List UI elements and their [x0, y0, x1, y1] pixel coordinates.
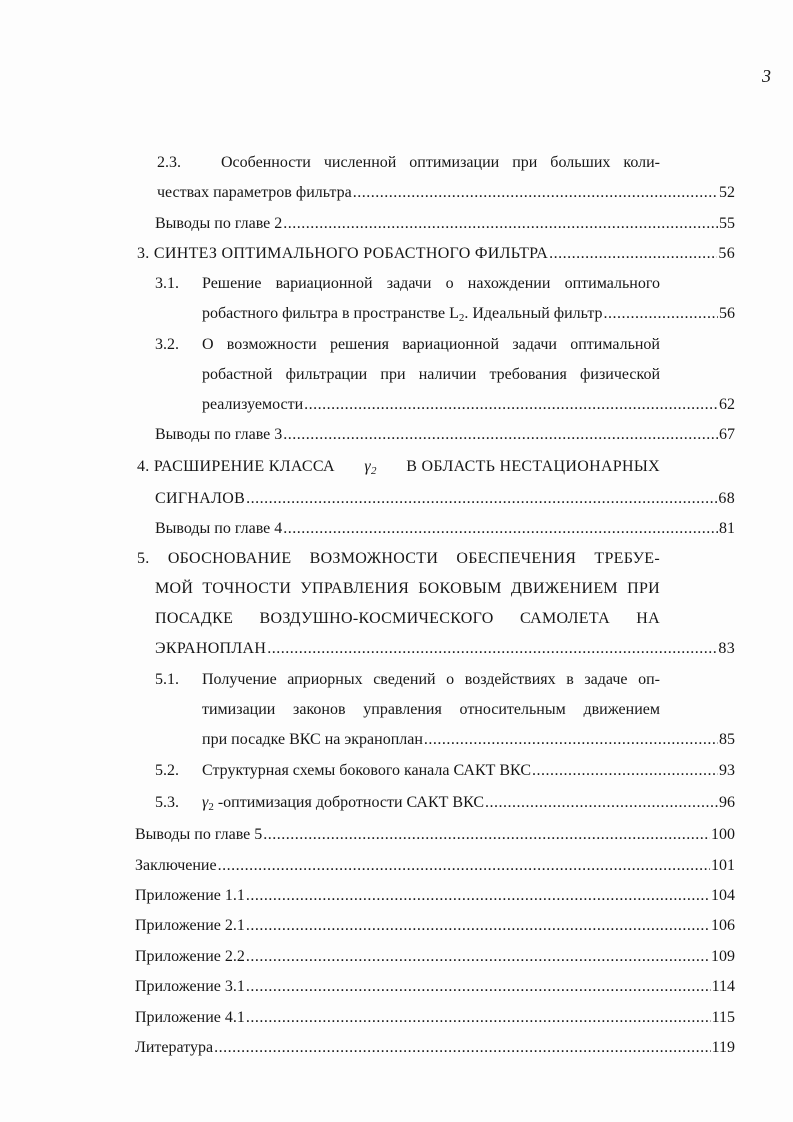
- subscript: 2: [458, 312, 465, 324]
- toc-page: 114: [711, 978, 735, 995]
- toc-page: 104: [711, 887, 735, 904]
- toc-entry-chapter-5-line2: [155, 578, 660, 600]
- toc-number: 2.3.: [157, 154, 181, 171]
- toc-entry-appendix-4-1: [135, 1007, 735, 1029]
- toc-entry-conclusions-4: [155, 518, 735, 540]
- toc-title: Особенности численной оптимизации при больших коли-: [221, 154, 660, 171]
- toc-title: Выводы по главе 3: [155, 426, 283, 443]
- toc-leader: [283, 424, 718, 446]
- symbol: γ: [202, 794, 209, 811]
- toc-page: 56: [719, 305, 735, 322]
- toc-title: Приложение 2.1: [135, 917, 245, 934]
- toc-page: 96: [719, 794, 735, 811]
- toc-page: 81: [719, 520, 735, 537]
- toc-title: робастной фильтрации при наличии требования физической: [202, 366, 660, 383]
- toc-entry-2-3-line2: [157, 182, 735, 204]
- toc-entry-appendix-2-2: [135, 946, 735, 968]
- toc-page: 109: [711, 948, 735, 965]
- toc-number: 5.3.: [155, 794, 179, 811]
- toc-entry-chapter-4-line1: [137, 456, 660, 478]
- toc-entry-chapter-3: [137, 243, 735, 265]
- toc-leader: [246, 976, 711, 998]
- toc-leader: [604, 303, 718, 325]
- toc-leader: [283, 213, 718, 235]
- toc-page: 85: [719, 731, 735, 748]
- toc-page: 55: [719, 215, 735, 232]
- subscript: 2: [370, 465, 377, 477]
- toc-title: Приложение 3.1: [135, 978, 245, 995]
- toc-entry-5-2: [155, 760, 735, 782]
- toc-page: 62: [719, 396, 735, 413]
- toc-title: ЭКРАНОПЛАН: [155, 640, 267, 657]
- toc-page: 67: [719, 426, 735, 443]
- toc-leader: [267, 638, 717, 660]
- toc-entry-chapter-5-line3: [155, 608, 660, 630]
- toc-title-part: 4. РАСШИРЕНИЕ КЛАССА: [137, 458, 335, 475]
- toc-title: Заключение: [135, 857, 217, 874]
- toc-title: при посадке ВКС на экраноплан: [202, 731, 423, 748]
- toc-title: СИГНАЛОВ: [155, 490, 246, 507]
- symbol: γ: [364, 458, 371, 475]
- toc-leader: [283, 518, 718, 540]
- toc-page: 56: [718, 245, 735, 262]
- toc-title-part: -оптимизация добротности САКТ ВКС: [217, 794, 485, 811]
- toc-title: Выводы по главе 2: [155, 215, 283, 232]
- toc-leader: [246, 946, 710, 968]
- toc-title: Структурная схемы бокового канала САКТ ВКС: [202, 762, 531, 779]
- toc-title: [202, 303, 603, 325]
- toc-title: О возможности решения вариационной задачи оптимальной: [202, 336, 660, 353]
- toc-leader: [263, 824, 710, 846]
- page-number: 3: [762, 66, 771, 86]
- subscript: 2: [208, 801, 214, 813]
- toc-page: 68: [718, 490, 735, 507]
- toc-entry-chapter-5-line4: [155, 638, 735, 660]
- toc-entry-appendix-1-1: [135, 885, 735, 907]
- toc-title: МОЙ ТОЧНОСТИ УПРАВЛЕНИЯ БОКОВЫМ ДВИЖЕНИЕМ ПРИ: [155, 580, 660, 597]
- toc-entry-2-3-line1: [157, 152, 660, 174]
- toc-title: реализуемости: [202, 396, 304, 413]
- toc-title: Приложение 1.1: [135, 887, 245, 904]
- toc-entry-3-2-line1: [155, 334, 660, 356]
- toc-title: [202, 792, 484, 814]
- toc-entry-conclusion: [135, 855, 735, 877]
- toc-title: Получение априорных сведений о воздействиях в задаче оп-: [202, 671, 660, 688]
- toc-page: 101: [711, 857, 735, 874]
- toc-page: 119: [711, 1039, 735, 1056]
- toc-entry-literature: [135, 1037, 735, 1059]
- toc-entry-appendix-2-1: [135, 915, 735, 937]
- toc-leader: [549, 243, 717, 265]
- toc-page: 100: [711, 826, 735, 843]
- toc-entry-3-2-line3: [202, 394, 735, 416]
- toc-entry-3-1-line2: [202, 303, 735, 325]
- toc-page: 83: [718, 640, 735, 657]
- toc-page: 106: [711, 917, 735, 934]
- toc-number: 5.1.: [155, 671, 179, 688]
- toc-page: 115: [711, 1009, 735, 1026]
- toc-title: Приложение 4.1: [135, 1009, 245, 1026]
- toc-entry-conclusions-2: [155, 213, 735, 235]
- toc-page: 93: [719, 762, 735, 779]
- toc-number: 5.2.: [155, 762, 179, 779]
- toc-entry-5-1-line2: [202, 699, 660, 721]
- toc-entry-chapter-5-line1: [137, 548, 660, 570]
- toc-entry-5-1-line3: [202, 729, 735, 751]
- toc-leader: [246, 1007, 711, 1029]
- toc-title-part: робастного фильтра в пространстве L: [202, 305, 459, 322]
- toc-entry-3-1-line1: [155, 273, 660, 295]
- toc-title: Выводы по главе 5: [135, 826, 263, 843]
- toc-title: 5. ОБОСНОВАНИЕ ВОЗМОЖНОСТИ ОБЕСПЕЧЕНИЯ ТРЕБУЕ-: [137, 550, 660, 567]
- toc-leader: [353, 182, 718, 204]
- toc-page: 52: [719, 184, 735, 201]
- toc-title: Приложение 2.2: [135, 948, 245, 965]
- toc-leader: [304, 394, 718, 416]
- toc-leader: [246, 915, 710, 937]
- toc-number: 3.1.: [155, 275, 179, 292]
- toc-leader: [246, 885, 710, 907]
- toc-leader: [485, 792, 718, 814]
- toc-entry-conclusions-5: [135, 824, 735, 846]
- toc-title-part: . Идеальный фильтр: [464, 305, 603, 322]
- toc-title-part: В ОБЛАСТЬ НЕСТАЦИОНАРНЫХ: [406, 458, 660, 475]
- toc-title: тимизации законов управления относительным движением: [202, 701, 660, 718]
- toc-entry-5-3: [155, 792, 735, 814]
- toc-title: Литература: [135, 1039, 214, 1056]
- toc-title: ПОСАДКЕ ВОЗДУШНО-КОСМИЧЕСКОГО САМОЛЕТА НА: [155, 610, 660, 627]
- gamma-symbol: [364, 456, 376, 478]
- toc-entry-5-1-line1: [155, 669, 660, 691]
- toc-leader: [424, 729, 718, 751]
- toc-title: чествах параметров фильтра: [157, 184, 352, 201]
- toc-title: Выводы по главе 4: [155, 520, 283, 537]
- toc-entry-chapter-4-line2: [155, 488, 735, 510]
- toc-leader: [532, 760, 718, 782]
- toc-title: 3. СИНТЕЗ ОПТИМАЛЬНОГО РОБАСТНОГО ФИЛЬТРА: [137, 245, 549, 262]
- toc-leader: [218, 855, 710, 877]
- toc-entry-3-2-line2: [202, 364, 660, 386]
- toc-leader: [214, 1037, 711, 1059]
- toc-number: 3.2.: [155, 336, 179, 353]
- toc-title: Решение вариационной задачи о нахождении оптимального: [202, 275, 660, 292]
- toc-leader: [246, 488, 717, 510]
- toc-entry-conclusions-3: [155, 424, 735, 446]
- toc-entry-appendix-3-1: [135, 976, 735, 998]
